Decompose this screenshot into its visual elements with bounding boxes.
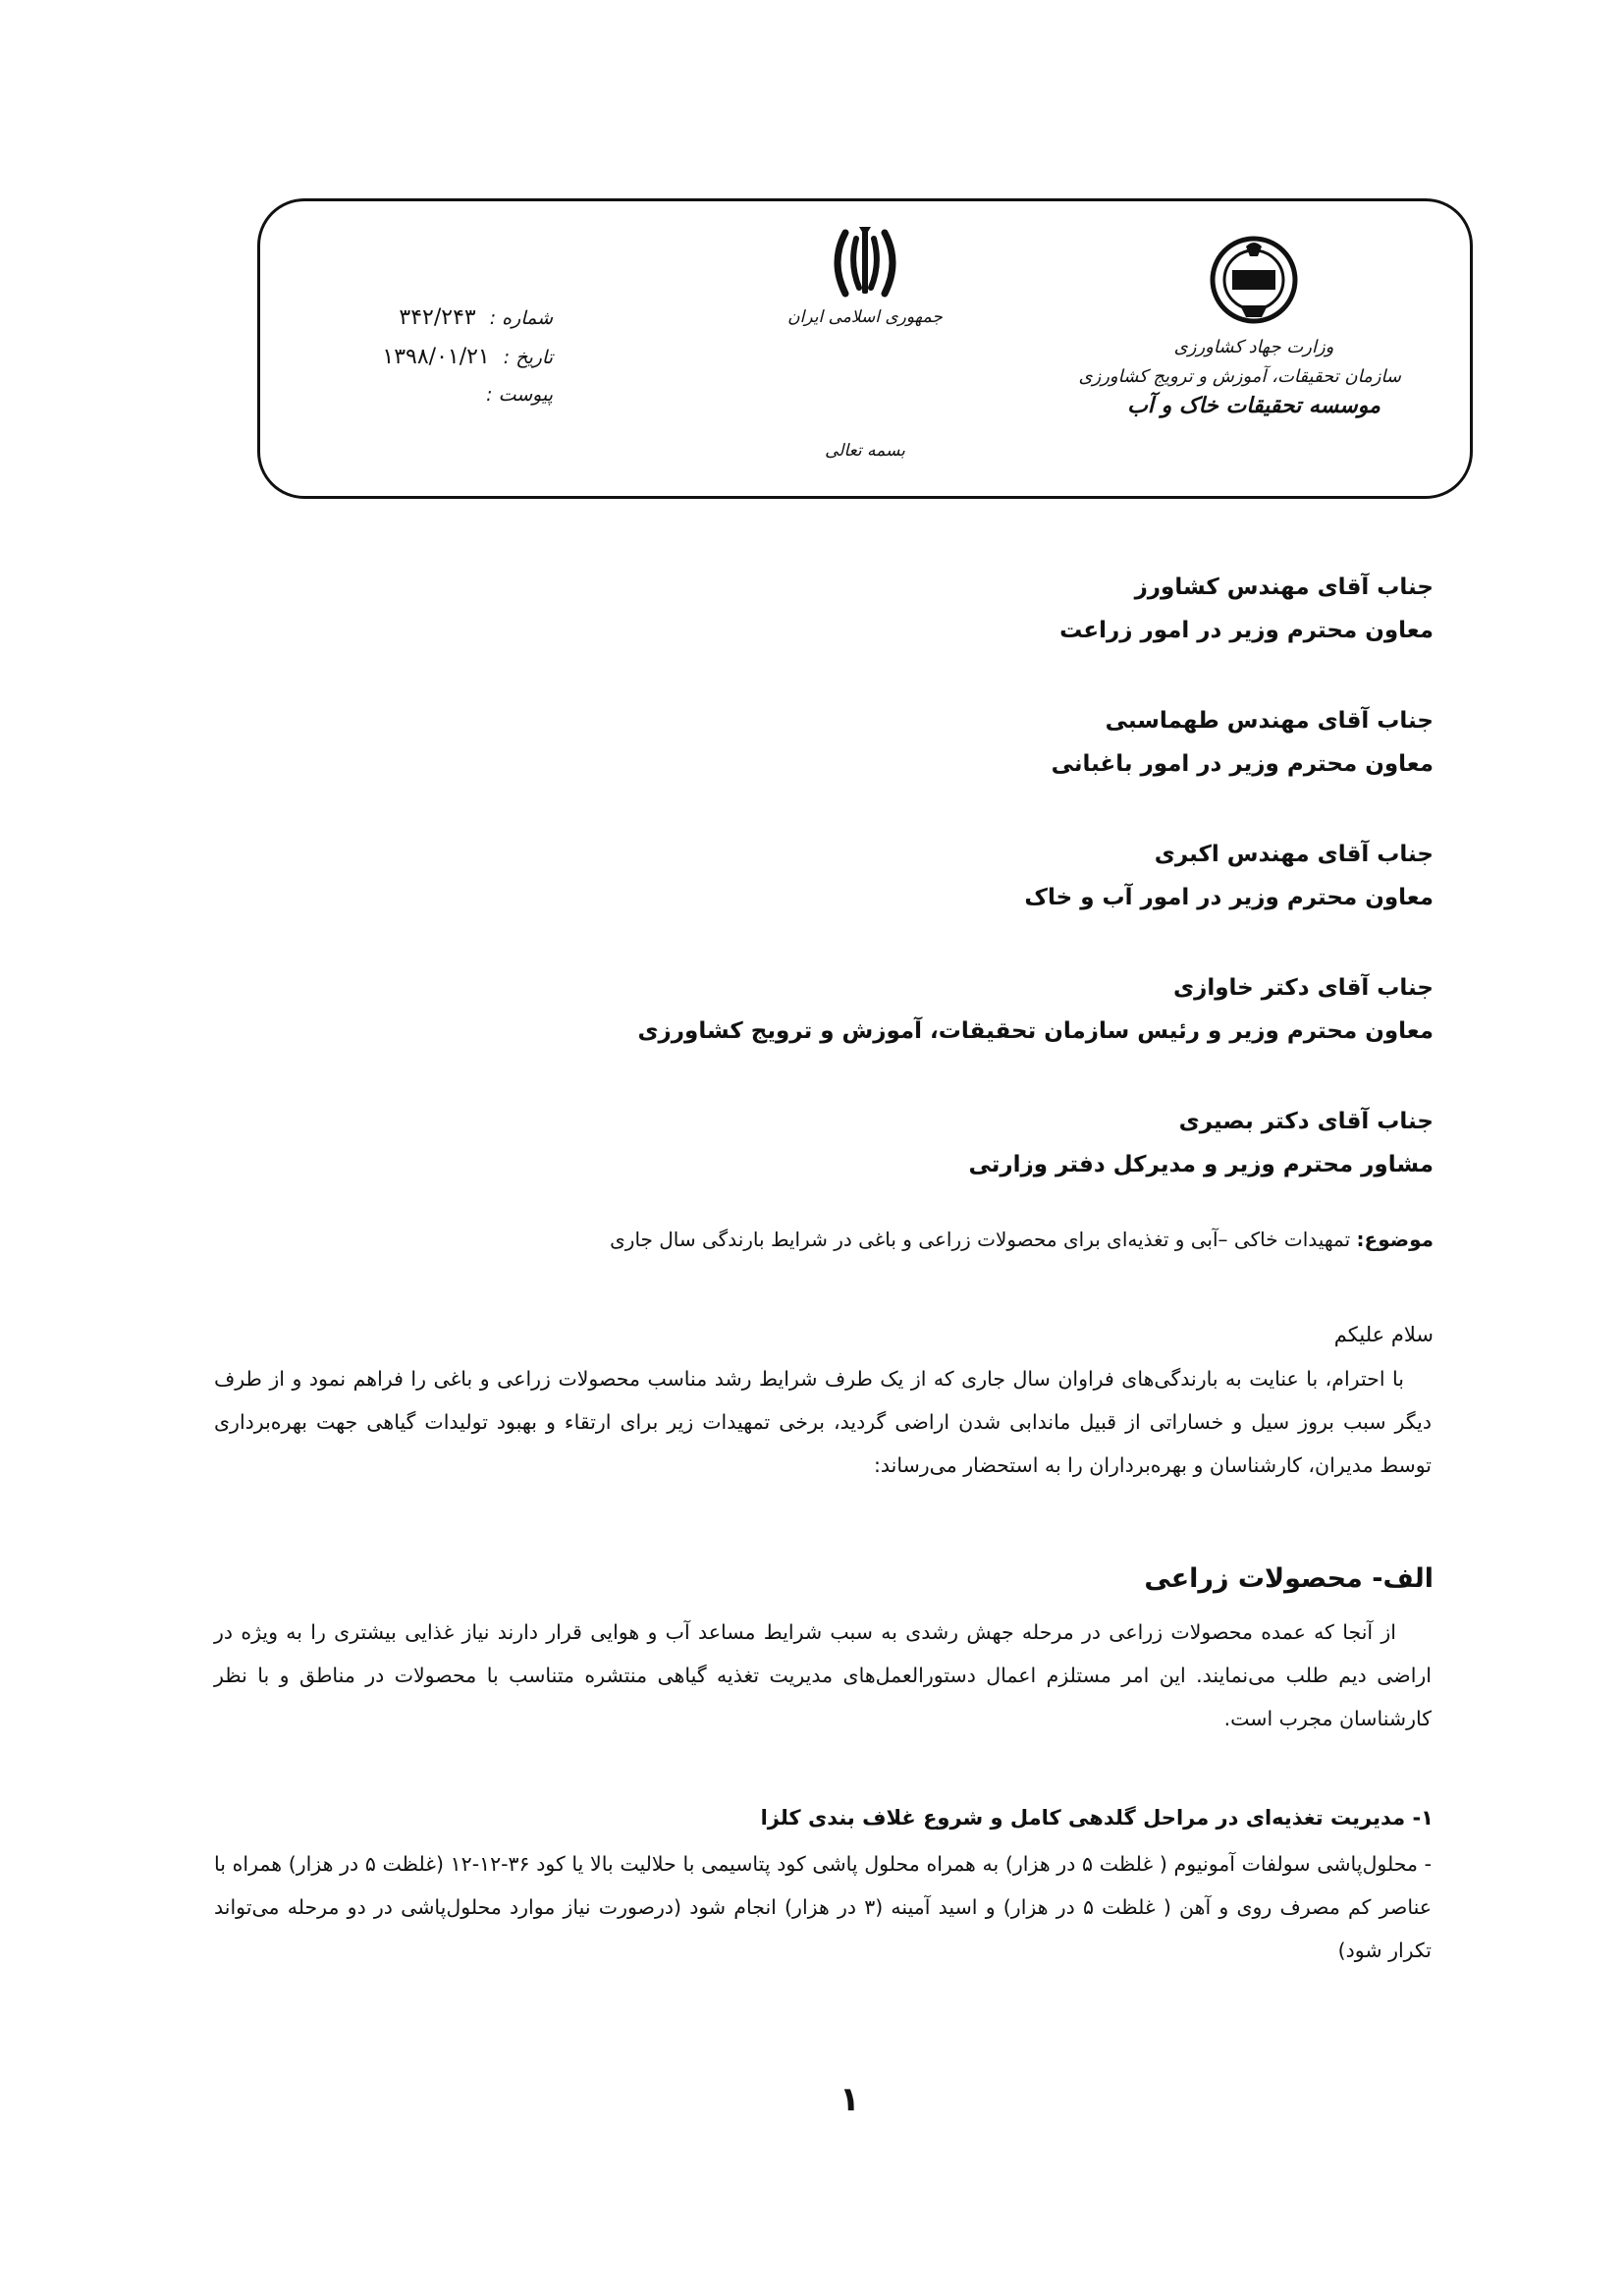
letter-attachment-row (317, 384, 553, 423)
date-label: تاریخ : (503, 347, 553, 368)
section-a-paragraph: از آنجا که عمده محصولات زراعی در مرحله جهش رشدی به سبب شرایط مساعد آب و هوایی قرار دارند نیاز غذایی بیشتری را به ویژه در اراضی دیم طلب می‌نمایند. این امر مستلزم اعمال دستورالعمل‌های مدیریت تغذیه گیاهی منتشره متناسب با محصولات در مناطق و با نظر کارشناسان مجرب است. (214, 1620, 1432, 1730)
addressee-role: مشاور محترم وزیر و مدیرکل دفتر وزارتی (968, 1152, 1434, 1177)
addressee-title: جناب آقای دکتر خاوازی (1173, 975, 1434, 1001)
addressee-title: جناب آقای دکتر بصیری (1178, 1109, 1434, 1134)
institute-name: موسسه تحقیقات خاک و آب (1127, 394, 1380, 418)
subject-line (196, 1220, 1434, 1259)
addressee-3 (196, 833, 1434, 919)
number-value: ۳۴۲/۲۴۳ (399, 305, 476, 330)
addressee-role: معاون محترم وزیر در امور آب و خاک (1024, 885, 1434, 910)
addressee-role: معاون محترم وزیر در امور باغبانی (1051, 751, 1434, 777)
letterhead-center (747, 225, 983, 461)
greeting: سلام علیکم (1333, 1323, 1434, 1346)
letter-date-row (317, 345, 553, 384)
ministry-name: وزارت جهاد کشاورزی (1173, 337, 1334, 357)
page-number: ۱ (839, 2080, 860, 2119)
letter-number-row (317, 305, 553, 345)
section-a-heading: الف- محصولات زراعی (1144, 1563, 1434, 1594)
intro-paragraph: با احترام، با عنایت به بارندگی‌های فراوان سال جاری که از یک طرف شرایط رشد مناسب محصولات زراعی و باغی را فراهم نمود و از طرف دیگر سبب بروز سیل و خساراتی از قبیل ماندابی شدن اراضی گردید، برخی تمهیدات زیر برای ارتقاء و بهبود تولیدات گیاهی جهت بهره‌برداری توسط مدیران، کارشناسان و بهره‌برداران را به استحضار می‌رساند: (214, 1367, 1432, 1477)
bismillah-text: بسمه تعالی (825, 441, 905, 461)
subject-label: موضوع: (1356, 1228, 1434, 1251)
letterhead-org-block (1078, 233, 1401, 421)
date-value: ۱۳۹۸/۰۱/۲۱ (382, 345, 490, 369)
number-label: شماره : (489, 307, 553, 329)
addressee-2 (196, 699, 1434, 786)
attachment-label: پیوست : (486, 384, 553, 406)
addressee-title: جناب آقای مهندس کشاورز (1134, 574, 1434, 600)
organization-name: سازمان تحقیقات، آموزش و ترویج کشاورزی (1078, 366, 1401, 387)
addressee-5 (196, 1100, 1434, 1186)
addressee-1 (196, 566, 1434, 652)
letterhead-frame (257, 198, 1473, 499)
letter-meta (317, 305, 553, 423)
addressee-title: جناب آقای مهندس طهماسبی (1105, 708, 1434, 734)
addressee-role: معاون محترم وزیر و رئیس سازمان تحقیقات، آموزش و ترویج کشاورزی (637, 1018, 1434, 1044)
addressee-4 (196, 966, 1434, 1053)
jahad-logo-icon (1207, 233, 1301, 327)
republic-name: جمهوری اسلامی ایران (787, 307, 943, 327)
item-1-heading: ۱- مدیریت تغذیه‌ای در مراحل گلدهی کامل و شروع غلاف بندی کلزا (760, 1806, 1434, 1830)
iran-emblem-icon (826, 225, 904, 300)
item-1-text: - محلول‌پاشی سولفات آمونیوم ( غلظت ۵ در هزار) به همراه محلول پاشی کود پتاسیمی با حلالیت بالا یا کود ۳۶-۱۲-۱۲ (غلظت ۵ در هزار) همراه با عناصر کم مصرف روی و آهن ( غلظت ۵ در هزار) و اسید آمینه (۳ در هزار) انجام شود (درصورت نیاز موارد محلول‌پاشی در دو مرحله می‌تواند تکرار شود) (214, 1852, 1433, 1962)
addressee-title: جناب آقای مهندس اکبری (1154, 842, 1434, 867)
subject-text: تمهیدات خاکی –آبی و تغذیه‌ای برای محصولات زراعی و باغی در شرایط بارندگی سال جاری (610, 1228, 1351, 1251)
addressee-role: معاون محترم وزیر در امور زراعت (1059, 618, 1434, 643)
